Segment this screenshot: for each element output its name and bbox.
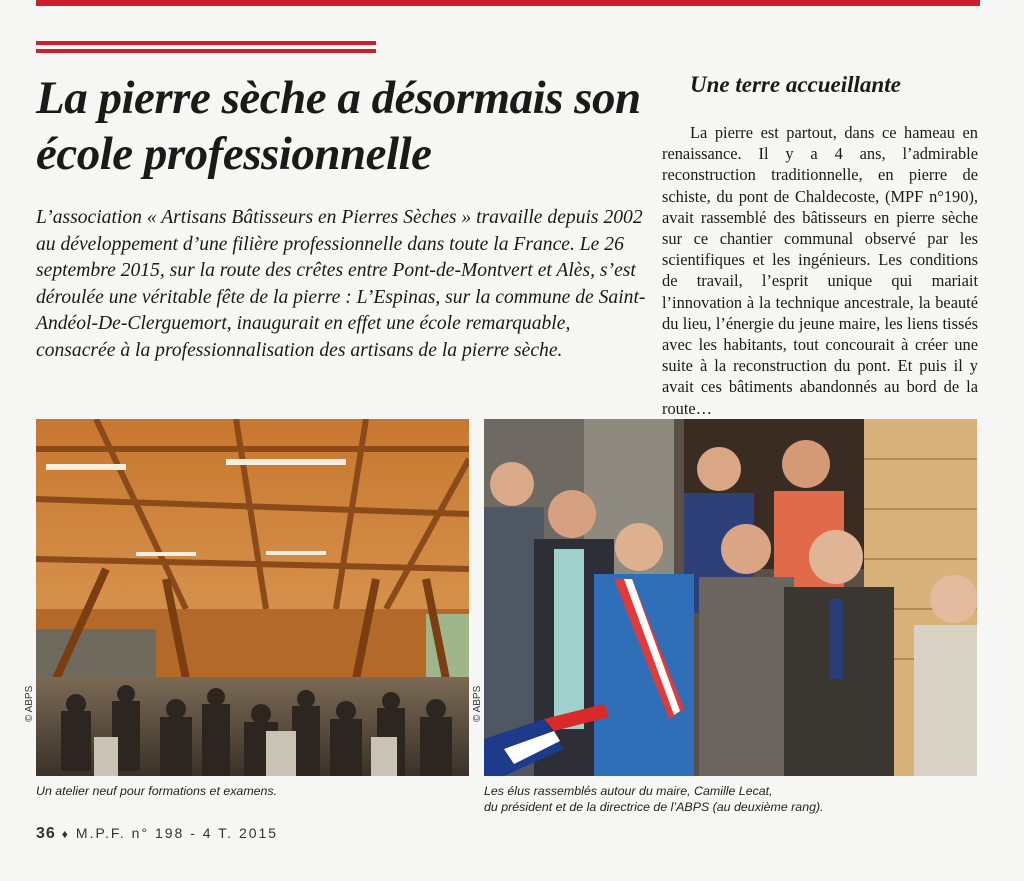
- article-lead: L’association « Artisans Bâtisseurs en Pierres Sèches » travaille depuis 2002 au développement d’une filière professionnelle dans toute la France. Le 26 septembre 2015, sur la route des crêtes entre Pont-de-Montvert et Alès, s’est déroulée une véritable fête de la pierre : L’Espinas, sur la commune de Saint-Andéol-De-Clerguemort, inaugurait en effet une école remarquable, consacrée à la professionnalisation des artisans de la pierre sèche.: [36, 207, 646, 361]
- photo-caption-2-line-1: Les élus rassemblés autour du maire, Camille Lecat,: [484, 784, 773, 798]
- photo-timber-hall-image: [36, 419, 469, 776]
- page-folio: [36, 825, 278, 843]
- photo-caption-2: [484, 783, 977, 815]
- photo-caption-2-line-2: du président et de la directrice de l’ABPS (au deuxième rang).: [484, 800, 824, 814]
- photo-officials-group: [484, 419, 977, 776]
- article-body: [662, 122, 978, 419]
- photo-credit-1: © ABPS: [24, 685, 35, 722]
- folio-diamond-icon: ♦: [61, 827, 70, 841]
- section-subhead: Une terre accueillante: [690, 72, 901, 97]
- photo-officials-group-image: [484, 419, 977, 776]
- top-red-rule: [36, 0, 980, 6]
- issue-reference: M.P.F. n° 198 - 4 T. 2015: [75, 825, 279, 841]
- photo-timber-hall: [36, 419, 469, 776]
- title-red-rule-1: [36, 41, 376, 45]
- article-title: La pierre sèche a désormais son école professionnelle: [36, 72, 641, 180]
- photo-credit-2: © ABPS: [472, 685, 483, 722]
- page-number: 36: [36, 825, 56, 842]
- body-paragraph: La pierre est partout, dans ce hameau en renaissance. Il y a 4 ans, l’admirable reconstruction traditionnelle, en pierre de schiste, du pont de Chaldecoste, (MPF n°190), avait rassemblé des bâtisseurs en pierre sèche sur ce chantier communal observé par les scientifiques et les ingénieurs. Les conditions de travail, l’esprit unique qui mariait l’innovation à la technique ancestrale, la beauté du lieu, l’énergie du jeune maire, les liens tissés avec les habitants, tout concourait à créer une suite à la reconstruction du pont. Et puis il y avait ces bâtiments abandonnés au bord de la route…: [662, 123, 978, 418]
- title-red-rule-2: [36, 49, 376, 53]
- photo-caption-1: Un atelier neuf pour formations et examens.: [36, 784, 278, 798]
